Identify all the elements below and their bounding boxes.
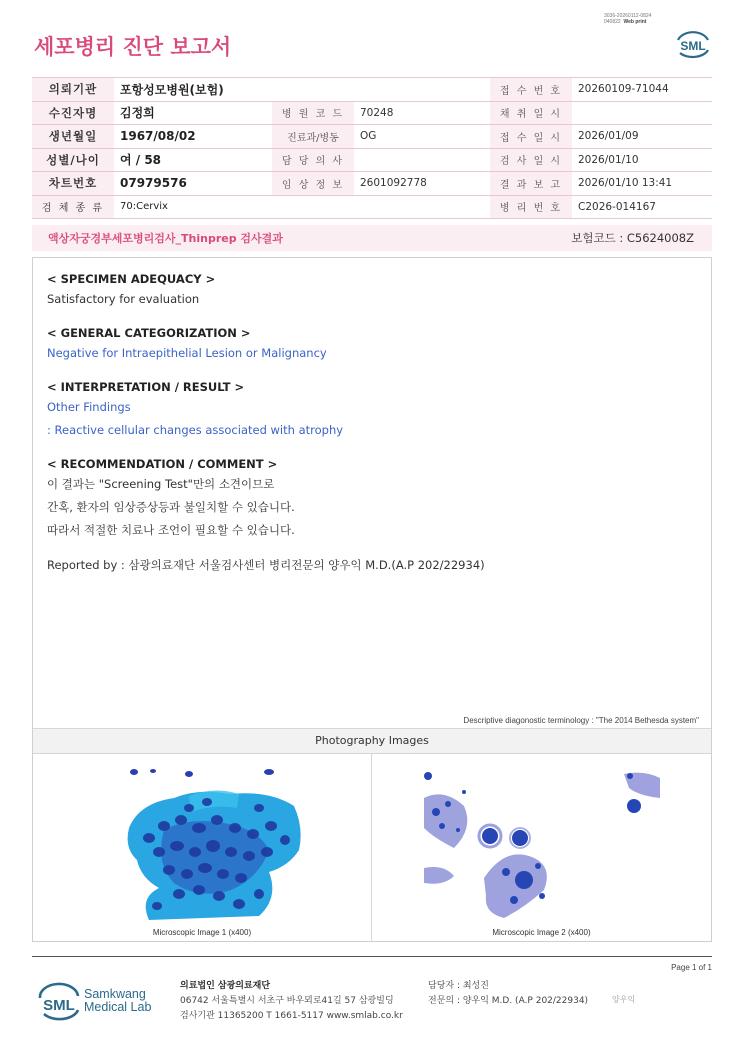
report-title: 세포병리 진단 보고서 (34, 35, 232, 59)
patient-info-table (32, 77, 712, 219)
report-label: 결 과 보 고 (490, 172, 572, 196)
path-no-value: C2026-014167 (572, 195, 712, 219)
foundation-address: 06742 서울특별시 서초구 바우뫼로41길 57 삼광빌딩 (180, 996, 394, 1006)
foundation-contact: 검사기관 11365200 T 1661-5117 www.smlab.co.kr (180, 1011, 403, 1021)
test-date-label: 검 사 일 시 (490, 148, 572, 172)
dept-value: OG (354, 125, 490, 149)
microscopic-image-2 (424, 768, 660, 920)
footer-staff (428, 979, 588, 1009)
adequacy-heading: < SPECIMEN ADEQUACY > (47, 272, 216, 286)
doctor-label: 담 당 의 사 (272, 148, 354, 172)
staff-name: 담당자 : 최성진 (428, 981, 489, 991)
request-org-value: 포항성모병원(보험) (114, 78, 490, 102)
page-number: Page 1 of 1 (671, 963, 712, 972)
foundation-name: 의료법인 삼광의료재단 (180, 981, 271, 991)
hospital-code-label: 병 원 코 드 (272, 101, 354, 125)
recommendation-line1: 이 결과는 "Screening Test"만의 소견이므로 (47, 477, 275, 491)
test-name: 액상자궁경부세포병리검사_Thinprep 검사결과 (48, 232, 283, 245)
print-code-line2: 040822 (604, 19, 621, 25)
receipt-date-value: 2026/01/09 (572, 125, 712, 149)
photo-cell-1 (33, 754, 372, 942)
caption-image-2: Microscopic Image 2 (x400) (492, 928, 591, 937)
print-code (604, 13, 651, 25)
sml-logo-icon (674, 26, 712, 60)
path-no-label: 병 리 번 호 (490, 195, 572, 219)
request-org-label: 의뢰기관 (32, 78, 114, 102)
category-text: Negative for Intraepithelial Lesion or Malignancy (47, 346, 327, 360)
specimen-value: 70:Cervix (114, 195, 490, 219)
specialist-name: 전문의 : 양우익 M.D. (A.P 202/22934) (428, 996, 589, 1006)
interpretation-line2: : Reactive cellular changes associated with atrophy (47, 423, 344, 437)
interpretation-heading: < INTERPRETATION / RESULT > (47, 380, 245, 394)
receipt-date-label: 접 수 일 시 (490, 125, 572, 149)
recommendation-line2: 간혹, 환자의 임상증상등과 불일치할 수 있습니다. (47, 500, 295, 514)
patient-value: 김정희 (114, 101, 272, 125)
microscopic-image-1 (119, 768, 309, 920)
sex-age-value: 여 / 58 (114, 148, 272, 172)
photo-section-header: Photography Images (33, 728, 711, 754)
test-name-bar (32, 225, 712, 251)
clinical-label: 임 상 정 보 (272, 172, 354, 196)
recommendation-line3: 따라서 적절한 치료나 조언이 필요할 수 있습니다. (47, 523, 295, 537)
receipt-no-value: 20260109-71044 (572, 78, 712, 102)
result-box (32, 257, 712, 942)
chart-label: 차트번호 (32, 172, 114, 196)
collect-label: 채 취 일 시 (490, 101, 572, 125)
chart-value: 07979576 (114, 172, 272, 196)
footer-divider (32, 956, 712, 957)
samkwang-logo-icon (36, 982, 82, 1024)
dept-label: 진료과/병동 (272, 125, 354, 149)
footer-info (180, 979, 403, 1024)
specimen-label: 검 체 종 류 (32, 195, 114, 219)
terminology-note: Descriptive diagonostic terminology : "The 2014 Bethesda system" (463, 716, 699, 725)
clinical-value: 2601092778 (354, 172, 490, 196)
test-date-value: 2026/01/10 (572, 148, 712, 172)
report-value: 2026/01/10 13:41 (572, 172, 712, 196)
recommendation-heading: < RECOMMENDATION / COMMENT > (47, 457, 278, 471)
footer-logo-text: SML (43, 997, 75, 1014)
footer-logo-name (84, 988, 151, 1014)
hospital-code-value: 70248 (354, 101, 490, 125)
adequacy-text: Satisfactory for evaluation (47, 292, 200, 306)
insurance-code: 보험코드 : C5624008Z (571, 231, 694, 245)
logo-line1: Samkwang (84, 987, 146, 1001)
web-print-label: Web print (623, 19, 647, 25)
sml-logo-text: SML (680, 39, 706, 53)
reported-by: Reported by : 삼광의료재단 서울검사센터 병리전문의 양우익 M.D.(A.P 202/22934) (47, 558, 485, 572)
logo-line2: Medical Lab (84, 1000, 152, 1014)
collect-value (572, 101, 712, 125)
signature: 양우익 (612, 995, 636, 1004)
patient-label: 수진자명 (32, 101, 114, 125)
photo-cell-2 (372, 754, 711, 942)
result-content (47, 270, 697, 577)
receipt-no-label: 접 수 번 호 (490, 78, 572, 102)
birth-label: 생년월일 (32, 125, 114, 149)
interpretation-line1: Other Findings (47, 400, 131, 414)
category-heading: < GENERAL CATEGORIZATION > (47, 326, 251, 340)
doctor-value (354, 148, 490, 172)
sex-age-label: 성별/나이 (32, 148, 114, 172)
print-code-line1: 3036-20260112-0824 (604, 13, 652, 19)
caption-image-1: Microscopic Image 1 (x400) (152, 928, 252, 937)
birth-value: 1967/08/02 (114, 125, 272, 149)
